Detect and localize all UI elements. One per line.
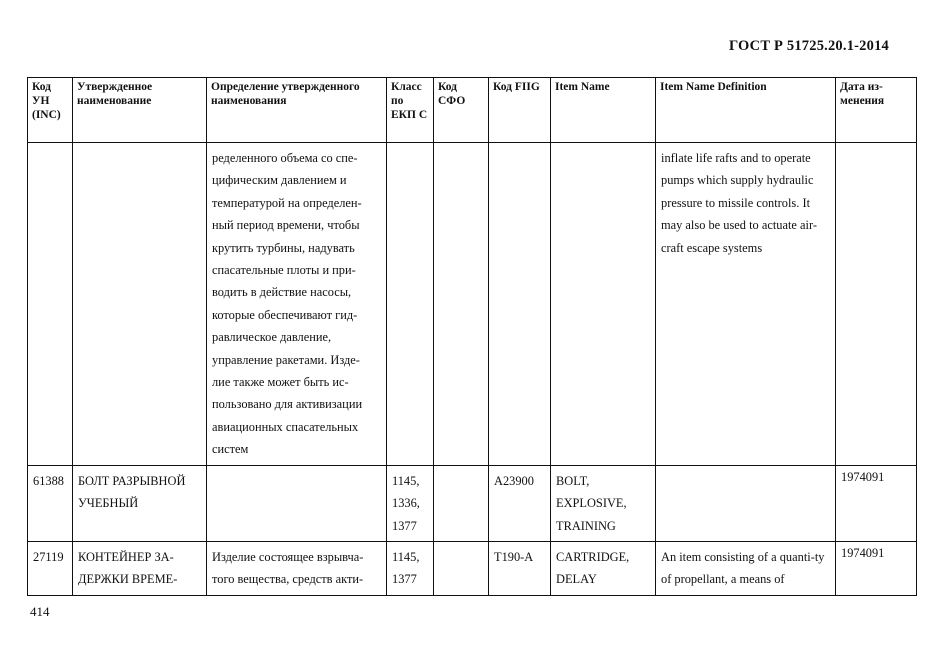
header-name-ru: Утвержденное наименование bbox=[73, 78, 207, 143]
definition-ru-line: лие также может быть ис- bbox=[212, 375, 349, 390]
nomenclature-table bbox=[27, 77, 917, 596]
definition-ru-line: пользовано для активизации bbox=[212, 397, 363, 412]
cell-definition-ru bbox=[207, 143, 387, 466]
header-date: Дата из-менения bbox=[836, 78, 917, 143]
header-item-definition: Item Name Definition bbox=[656, 78, 836, 143]
cell-inc: 27119 bbox=[28, 541, 73, 595]
page-number: 414 bbox=[30, 604, 50, 619]
cell-class: 1145, 1377 bbox=[387, 541, 434, 595]
header-class: Класс по ЕКП С bbox=[387, 78, 434, 143]
definition-ru-line: ределенного объема со спе- bbox=[212, 151, 358, 165]
cell-fiig: T190-A bbox=[489, 541, 551, 595]
definition-ru-line: крутить турбины, надувать bbox=[212, 240, 355, 255]
definition-ru-line: ный период времени, чтобы bbox=[212, 218, 360, 233]
definition-ru-line: температурой на определен- bbox=[212, 195, 362, 210]
definition-ru-line: спасательные плоты и при- bbox=[212, 263, 356, 278]
cell-inc: 61388 bbox=[28, 465, 73, 541]
document-code: ГОСТ Р 51725.20.1-2014 bbox=[728, 38, 889, 54]
table-row-continuation bbox=[28, 143, 917, 466]
cell-inc bbox=[28, 143, 73, 466]
cell-definition-ru bbox=[207, 465, 387, 541]
definition-en-line: inflate life rafts and to operate bbox=[661, 151, 811, 165]
cell-item-definition bbox=[656, 465, 836, 541]
table-header-row bbox=[28, 78, 917, 143]
header-definition-ru: Определение утвержденного наименования bbox=[207, 78, 387, 143]
header-item-name: Item Name bbox=[551, 78, 656, 143]
cell-fiig bbox=[489, 143, 551, 466]
table-row bbox=[28, 541, 917, 595]
definition-ru-line: систем bbox=[212, 442, 249, 457]
cell-item-name: CARTRIDGE, DELAY bbox=[551, 541, 656, 595]
cell-sfo bbox=[434, 143, 489, 466]
definition-en-line: craft escape systems bbox=[661, 240, 763, 255]
cell-name-ru: БОЛТ РАЗРЫВНОЙ УЧЕБНЫЙ bbox=[73, 465, 207, 541]
cell-date: 1974091 bbox=[836, 541, 917, 595]
cell-definition-ru: Изделие состоящее взрывча-того вещества, средств акти- bbox=[207, 541, 387, 595]
cell-class bbox=[387, 143, 434, 466]
definition-ru-line: цифическим давлением и bbox=[212, 173, 347, 188]
definition-ru-line: водить в действие насосы, bbox=[212, 285, 352, 300]
cell-sfo bbox=[434, 465, 489, 541]
cell-class: 1145, 1336, 1377 bbox=[387, 465, 434, 541]
definition-en-line: pressure to missile controls. It bbox=[661, 195, 811, 210]
definition-ru-line: авиационных спасательных bbox=[212, 419, 359, 434]
cell-item-definition: An item consisting of a quanti-ty of propellant, a means of bbox=[656, 541, 836, 595]
definition-en-line: may also be used to actuate air- bbox=[661, 218, 817, 233]
cell-date: 1974091 bbox=[836, 465, 917, 541]
cell-item-definition bbox=[656, 143, 836, 466]
cell-date bbox=[836, 143, 917, 466]
cell-fiig: A23900 bbox=[489, 465, 551, 541]
cell-item-name: BOLT, EXPLOSIVE, TRAINING bbox=[551, 465, 656, 541]
cell-item-name bbox=[551, 143, 656, 466]
cell-name-ru bbox=[73, 143, 207, 466]
cell-sfo bbox=[434, 541, 489, 595]
definition-ru-line: которые обеспечивают гид- bbox=[212, 307, 358, 322]
cell-name-ru: КОНТЕЙНЕР ЗА-ДЕРЖКИ ВРЕМЕ- bbox=[73, 541, 207, 595]
header-inc: Код УН (INC) bbox=[28, 78, 73, 143]
header-fiig: Код FIIG bbox=[489, 78, 551, 143]
definition-en-line: pumps which supply hydraulic bbox=[661, 173, 814, 188]
header-sfo: Код СФО bbox=[434, 78, 489, 143]
definition-ru-line: управление ракетами. Изде- bbox=[212, 352, 360, 367]
definition-ru-line: равлическое давление, bbox=[212, 330, 332, 345]
table-row bbox=[28, 465, 917, 541]
